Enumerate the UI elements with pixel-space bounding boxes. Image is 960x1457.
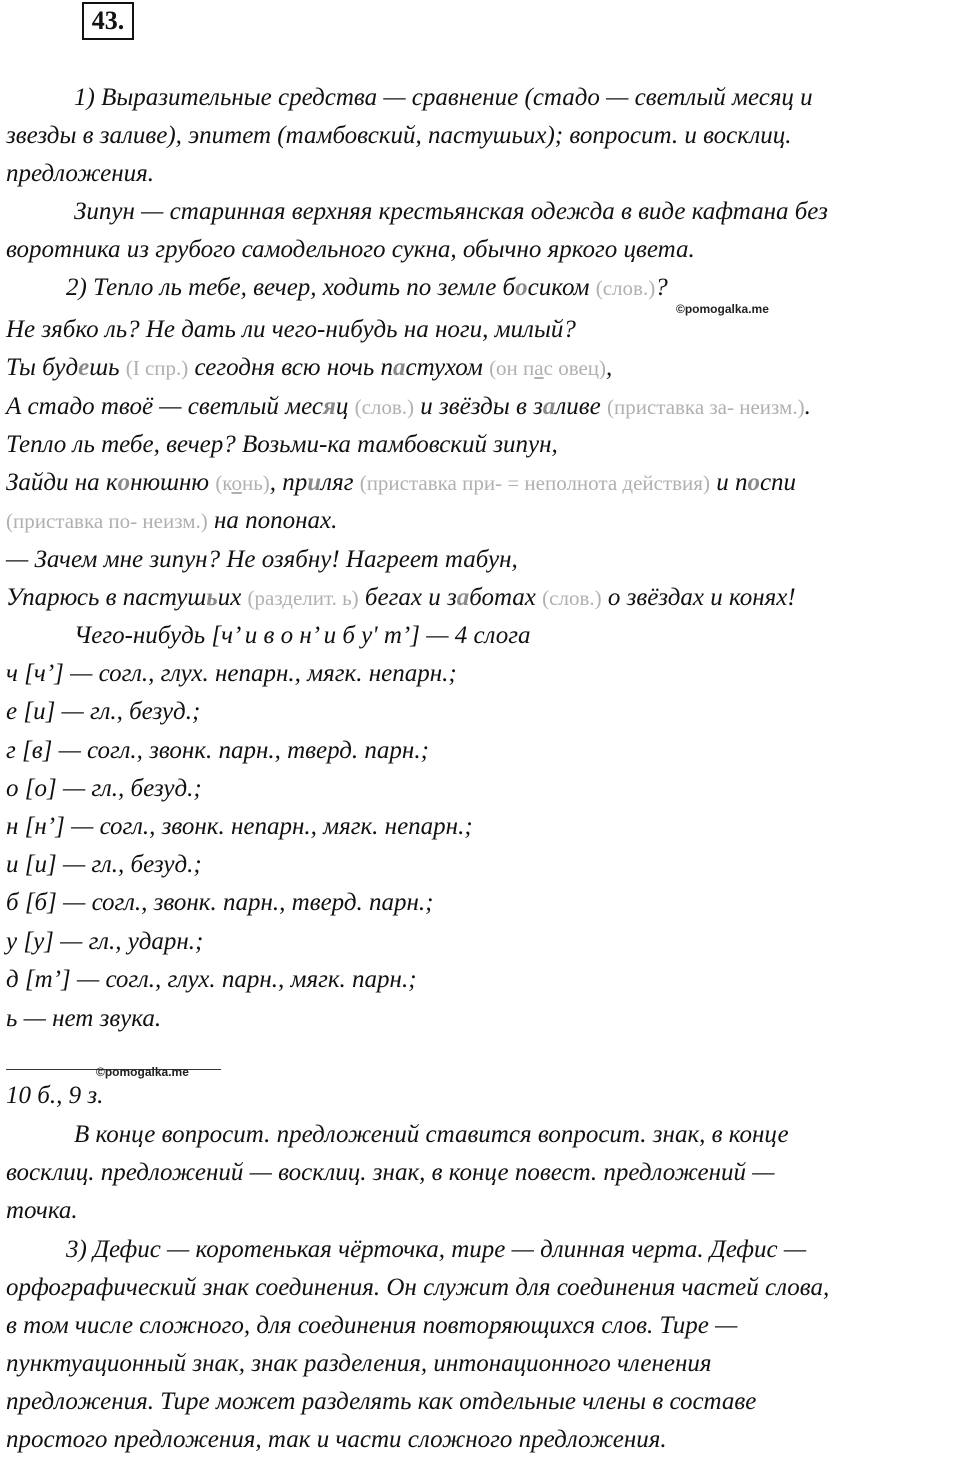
poem-text: Ты буд — [6, 354, 79, 381]
poem-text: шь — [89, 354, 120, 381]
phonetic-line: н [н’] — согл., звонк. непарн., мягк. непарн.; — [6, 813, 473, 840]
poem-text: стухом — [405, 354, 483, 381]
poem-text: бегах и з — [364, 584, 457, 611]
poem-line-5: Тепло ль тебе, вечер? Возьми-ка тамбовский зипун, — [6, 431, 558, 458]
paragraph-1-line-2: звезды в заливе), эпитет (тамбовский, пастушьих); вопросит. и восклиц. — [6, 122, 792, 149]
paragraph-3-line: пунктуационный знак, знак разделения, интонационного членения — [6, 1350, 712, 1377]
highlighted-vowel: ь — [206, 584, 218, 611]
watermark: ©pomogalka.me — [676, 302, 769, 316]
grammar-note: (приставка за- неизм.) — [606, 395, 805, 419]
poem-text: ц — [335, 393, 349, 420]
poem-line-7 — [6, 506, 337, 536]
highlighted-vowel: о — [117, 469, 131, 496]
grammar-note: (слов.) — [354, 395, 415, 419]
poem-text: А стадо твоё — светлый мес — [6, 393, 323, 420]
grammar-note: (конь) — [215, 471, 270, 495]
punctuation-note-line-2: восклиц. предложений — восклиц. знак, в конце повест. предложений — — [6, 1159, 775, 1186]
grammar-note: (приставка по- неизм.) — [6, 509, 208, 533]
task-number: 43. — [82, 2, 134, 40]
paragraph-1-line-1: 1) Выразительные средства — сравнение (стадо — светлый месяц и — [74, 84, 813, 111]
grammar-note: (он пас овец) — [489, 356, 607, 380]
phonetic-line: ь — нет звука. — [6, 1005, 162, 1032]
poem-text: Зайди на к — [6, 469, 118, 496]
highlighted-vowel: я — [322, 393, 336, 420]
poem-text: ляг — [321, 469, 354, 496]
poem-text: их — [217, 584, 242, 611]
phonetic-line: ч [ч’] — согл., глух. непарн., мягк. непарн.; — [6, 660, 457, 687]
watermark: ©pomogalka.me — [96, 1065, 189, 1079]
poem-line-4 — [6, 392, 811, 422]
poem-text: о звёздах и конях! — [607, 584, 796, 611]
highlighted-vowel: а — [456, 584, 470, 611]
paragraph-3-line: простого предложения, так и части сложного предложения. — [6, 1426, 667, 1453]
phonetic-title: Чего-нибудь [ч’ и в о н’ и б у' т’] — 4 слога — [74, 622, 531, 649]
phonetic-line: у [у] — гл., ударн.; — [6, 928, 204, 955]
highlighted-vowel: о — [515, 274, 528, 301]
paragraph-3-line: в том числе сложного, для соединения повторяющихся слов. Тире — — [6, 1312, 738, 1339]
poem-text: нюшню — [130, 469, 210, 496]
poem-text: на попонах. — [213, 507, 338, 534]
highlighted-vowel: о — [747, 469, 760, 496]
highlighted-vowel: а — [393, 354, 406, 381]
highlighted-vowel: и — [307, 469, 322, 496]
poem-line-8: — Зачем мне зипун? Не озябну! Нагреет табун, — [6, 546, 518, 573]
phonetic-line: о [о] — гл., безуд.; — [6, 775, 202, 802]
poem-text: и п — [716, 469, 748, 496]
poem-text: Упарюсь в пастуш — [6, 584, 207, 611]
poem-text: ботах — [469, 584, 536, 611]
zipun-definition-line-1: Зипун — старинная верхняя крестьянская одежда в виде кафтана без — [74, 198, 828, 225]
phonetic-line: г [в] — согл., звонк. парн., тверд. парн.; — [6, 737, 429, 764]
poem-text: сиком — [527, 274, 590, 301]
grammar-note: (I спр.) — [125, 356, 189, 380]
grammar-note: (слов.) — [542, 586, 602, 610]
paragraph-3-line: орфографический знак соединения. Он служит для соединения частей слова, — [6, 1274, 830, 1301]
punctuation-note-line-1: В конце вопросит. предложений ставится вопросит. знак, в конце — [74, 1121, 789, 1148]
paragraph-1-line-3: предложения. — [6, 160, 154, 187]
phonetic-line: б [б] — согл., звонк. парн., тверд. парн.; — [6, 889, 434, 916]
poem-text: ливе — [555, 393, 601, 420]
poem-line-1 — [66, 273, 668, 303]
paragraph-3-line: предложения. Тире может разделять как отдельные члены в составе — [6, 1388, 757, 1415]
poem-text: сегодня всю ночь п — [194, 354, 394, 381]
highlighted-vowel: а — [542, 393, 556, 420]
phonetic-line: и [и] — гл., безуд.; — [6, 851, 202, 878]
punctuation-note-line-3: точка. — [6, 1197, 78, 1224]
poem-text: . — [804, 393, 811, 420]
zipun-definition-line-2: воротника из грубого самодельного сукна, обычно яркого цвета. — [6, 236, 695, 263]
grammar-note: (разделит. ь) — [247, 586, 359, 610]
grammar-note: (слов.) — [595, 276, 656, 300]
poem-line-6 — [6, 468, 796, 498]
phonetic-line: д [т’] — согл., глух. парн., мягк. парн.; — [6, 966, 417, 993]
poem-text: , пр — [269, 469, 308, 496]
poem-text: спи — [759, 469, 797, 496]
poem-text: и звёзды в з — [420, 393, 543, 420]
highlighted-vowel: е — [78, 354, 90, 381]
poem-text: , — [606, 354, 613, 381]
letter-sound-summary: 10 б., 9 з. — [6, 1082, 104, 1109]
poem-text: 2) Тепло ль тебе, вечер, ходить по земле б — [66, 274, 516, 301]
paragraph-3-line: 3) Дефис — коротенькая чёрточка, тире — длинная черта. Дефис — — [66, 1236, 807, 1263]
grammar-note: (приставка при- = неполнота действия) — [359, 471, 710, 495]
phonetic-line: е [и] — гл., безуд.; — [6, 698, 201, 725]
poem-text: ? — [655, 274, 668, 301]
poem-line-2: Не зябко ль? Не дать ли чего-нибудь на ноги, милый? — [6, 316, 576, 343]
poem-line-3 — [6, 353, 612, 383]
poem-line-9 — [6, 583, 796, 613]
